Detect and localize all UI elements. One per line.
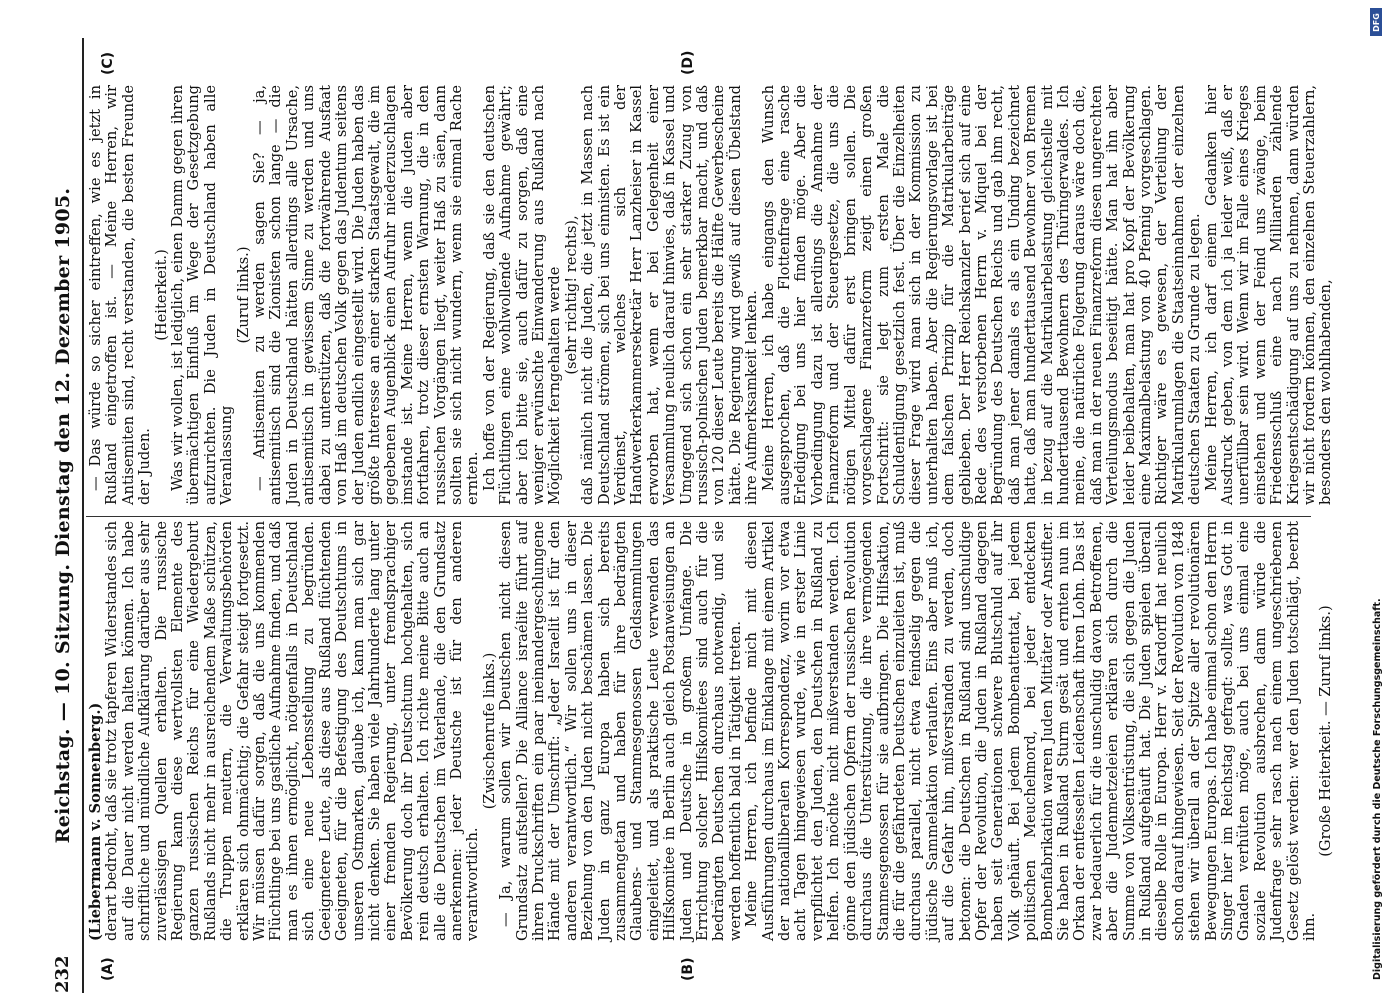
- interjection: (Zwischenrufe links.): [480, 652, 498, 810]
- margin-marker-a: (A): [100, 957, 116, 981]
- paragraph: — Das würde so sicher eintreffen, wie es jetzt in Rußland eingetroffen ist. — Meine Herren, wir Antisemiten sind, recht verstanden, die besten Freunde der Juden.: [87, 85, 154, 505]
- paragraph: — Antisemiten zu werden sagen Sie? — ja, antisemitisch sind die Zionisten schon lange — die Juden in Deutschland hätten allerdings alle Ursache, antisemitisch in gewissem Sinne zu werden und uns dabei zu unterstützen, daß die fortwährende Ausfaat von Haß im deutschen Volk gegen das Judentum seitens der Juden endlich eingestellt wird. Die Juden haben das größte Interesse an einer starken Staatsgewalt, die im gegebenen Augenblick einen Aufruhr niederzuschlagen imstande ist. Meine Herren, wenn die Juden aber fortfahren, trotz dieser ernsten Warnung, die in den russischen Vorgängen liegt, weiter Haß zu säen, dann sollten sie sich nicht wundern, wenn sie einmal Rache ernten.: [251, 85, 482, 505]
- left-column: [87, 521, 1335, 941]
- dfg-logo: DFG: [1370, 8, 1382, 36]
- digitization-note: Digitalisierung gefördert durch die Deutsche Forschungsgemeinschaft.: [1372, 598, 1383, 980]
- page-header: [50, 38, 80, 993]
- paragraph: Meine Herren, ich habe eingangs den Wunsch ausgesprochen, daß die Flottenfrage eine rasche Erledigung bei uns hier finden möge. Aber die Vorbedingung dazu ist allerdings die Annahme der Finanzreform und der Steuergesetze, die uns die nötigen Mittel dafür erst bringen sollen. Die vorgeschlagene Finanzreform zeigt einen großen Fortschritt: sie legt zum ersten Male die Schuldentilgung gesetzlich fest. Über die Einzelheiten dieser Frage wird man sich in der Kommission zu unterhalten haben. Aber die Regierungsvorlage ist bei dem falschen Prinzip für die Matrikularbeiträge geblieben. Der Herr Reichskanzler berief sich auf eine Rede des verstorbenen Herrn v. Miquel bei der Begründung des Deutschen Reichs und gab ihm recht, daß man jener damals es als ein Unding bezeichnet hatte, daß man hunderttausend Bewohner von Bremen in bezug auf die Matrikularbelastung gleichstelle mit hunderttausend Bewohnern des Thüringerwaldes. Ich meine, die natürliche Folgerung daraus wäre doch die, daß man in der neuen Finanzreform diesen ungerechten Verteilungsmodus beseitigt hätte. Man hat ihn aber leider beibehalten, man hat pro Kopf der Bevölkerung eine Maximalbelastung von 40 Pfennig vorgeschlagen. Richtiger wäre es gewesen, der Verteilung der Matrikularumlagen die Staatseinnahmen der einzelnen deutschen Staaten zu Grunde zu legen.: [759, 85, 1204, 505]
- right-column: [87, 85, 1335, 505]
- paragraph: Meine Herren, ich darf einem Gedanken hier Ausdruck geben, von dem ich ja leider weiß, daß er unerfüllbar sein wird. Wenn wir im Falle eines Krieges einstehen und wenn der Feind uns zwänge, beim Friedensschluß eine nach Milliarden zählende Kriegsentschädigung auf uns zu nehmen, dann würden wir nicht fordern können, den einzelnen Steuerzahlern, besonders den wohlhabenden,: [1202, 85, 1335, 505]
- speaker-label: (Liebermann v. Sonnenberg.): [87, 702, 104, 941]
- paragraph: Meine Herren, ich befinde mich mit diesen Ausführungen durchaus im Einklange mit einem Artikel der nationalliberalen Korrespondenz, worin vor etwa acht Tagen hingewiesen wurde, wie in erster Linie verpflichtet den Juden, den Deutschen in Rußland zu helfen. Ich möchte nicht mißverstanden werden. Ich gönne den jüdischen Opfern der russischen Revolution durchaus die Unterstützung, die ihre vermögenden Stammesgenossen für sie aufbringen. Die Hilfsaktion, die für die gefährdeten Deutschen einzuleiten ist, muß durchaus parallel, nicht etwa feindselig gegen die jüdische Sammelaktion verlaufen. Eins aber muß ich, auf die Gefahr hin, mißverstanden zu werden, doch betonen: die Deutschen in Rußland sind unschuldige Opfer der Revolution, die Juden in Rußland dagegen haben seit Generationen schwere Blutschuld auf ihr Volk gehäuft. Bei jedem Bombenattentat, bei jedem politischen Meuchelmord, bei jeder entdeckten Bombenfabrikation waren Juden Mittäter oder Anstifter. Sie haben in Rußland Sturm gesät und ernten nun im Orkan der entfesselten Leidenschaft ihren Lohn. Das ist zwar bedauerlich für die unschuldig davon Betroffenen, aber die Judenmetzeleien erklären sich durch die Summe von Volksentrüstung, die sich gegen die Juden in Rußland aufgehäuft hat. Die Juden spielen überall dieselbe Rolle in Europa. Herr v. Kardorff hat neulich schon darauf hingewiesen. Seit der Revolution von 1848 stehen wir überall an der Spitze aller revolutionären Bewegungen Europas. Ich habe einmal schon den Herrn Singer hier im Reichstag gefragt: sollte, was Gott in Gnaden verhüten möge, auch bei uns einmal eine soziale Revolution ausbrechen, dann würde die Judenfrage sehr rasch nach einem ungeschriebenen Gesetz gelöst werden: wer den Juden totschlägt, beerbt ihn.: [743, 521, 1319, 941]
- paragraph: derart bedroht, daß sie trotz tapferen Widerstandes sich auf die Dauer nicht werden halten können. Ich habe schriftliche und mündliche Aufklärung darüber aus sehr zuverlässigen Quellen erhalten. Die russische Regierung kann diese wertvollsten Elemente des ganzen russischen Reichs für eine Wiedergeburt Rußlands nicht mehr in ausreichendem Maße schützen, die Truppen meutern, die Verwaltungsbehörden erklären sich ohnmächtig; die Gefahr steigt fortgesetzt. Wir müssen dafür sorgen, daß die uns kommenden Flüchtlinge bei uns gastliche Aufnahme finden, und daß man es ihnen ermöglicht, nötigenfalls in Deutschland sich eine neue Lebensstellung zu begründen. Geeignetere Leute, als diese aus Rußland flüchtenden Geeigneten, für die Befestigung des Deutschtums in unseren Ostmarken, glaube ich, kann man sich gar nicht denken. Sie haben viele Jahrhunderte lang unter einer fremden Regierung, unter fremdsprachiger Bevölkerung doch ihr Deutschtum hochgehalten, sich rein deutsch erhalten. Ich richte meine Bitte auch an alle die Deutschen im Vaterlande, die den Grundsatz anerkennen: jeder Deutsche ist für den anderen verantwortlich.: [103, 521, 482, 941]
- margin-marker-c: (C): [100, 51, 116, 75]
- margin-marker-d: (D): [680, 50, 696, 75]
- interjection: (Große Heiterkeit. — Zuruf links.): [1317, 605, 1335, 857]
- header-rule: [82, 38, 84, 993]
- interjection: (Zuruf links.): [234, 246, 252, 344]
- interjection: (Heiterkeit.): [152, 249, 170, 341]
- rotated-page: [50, 38, 1335, 993]
- column-divider: [86, 516, 1311, 517]
- paragraph: Ich hoffe von der Regierung, daß sie den deutschen Flüchtlingen eine wohlwollende Aufnahme gewährt; aber ich bitte sie, auch dafür zu sorgen, daß eine weniger erwünschte Einwanderung aus Rußland nach Möglichkeit ferngehalten werde: [480, 85, 564, 505]
- paragraph: daß nämlich nicht die Juden, die jetzt in Massen nach Deutschland strömen, sich bei uns einnisten. Es ist ein Verdienst, welches sich der Handwerkerkammersekretär Herr Lanzheiser in Kassel erworben hat, wenn er bei Gelegenheit einer Versammlung neulich darauf hinwies, daß in Kassel und Umgegend sich schon ein sehr starker Zuzug von russisch-polnischen Juden bemerkbar macht, und daß von 120 dieser Leute bereits die Hälfte Gewerbescheine hätte. Die Regierung wird gewiß auf diesen Übelstand ihre Aufmerksamkeit lenken.: [579, 85, 761, 505]
- interjection: (sehr richtig! rechts),: [562, 215, 580, 375]
- running-head: Reichstag. — 10. Sitzung. Dienstag den 12. Dezember 1905.: [52, 187, 74, 844]
- paragraph: Was wir wollen, ist lediglich, einen Damm gegen ihren übermächtigen Einfluß im Wege der Gesetzgebung aufzurichten. Die Juden in Deutschland haben alle Veranlassung: [169, 85, 236, 505]
- paragraph: — Ja, warum sollen wir Deutschen nicht diesen Grundsatz aufstellen? Die Alliance israélite führt auf ihren Druckschriften ein paar ineinandergeschlungene Hände mit der Umschrift: „Jeder Israelit ist für den anderen verantwortlich.“ Wir sollen uns in dieser Beziehung von den Juden nicht beschämen lassen. Die Juden in ganz Europa haben sich bereits zusammengetan und haben für ihre bedrängten Glaubens- und Stammesgenossen Geldsammlungen eingeleitet, und als praktische Leute verwenden das Hilfskomitee in Berlin auch gleich Postanweisungen an Juden und Deutsche in großem Umfange. Die Errichtung solcher Hilfskomitees sind auch für die bedrängten Deutschen durchaus notwendig, und sie werden hoffentlich bald in Tätigkeit treten.: [497, 521, 744, 941]
- page-number: 232: [52, 955, 73, 993]
- margin-marker-b: (B): [680, 957, 696, 981]
